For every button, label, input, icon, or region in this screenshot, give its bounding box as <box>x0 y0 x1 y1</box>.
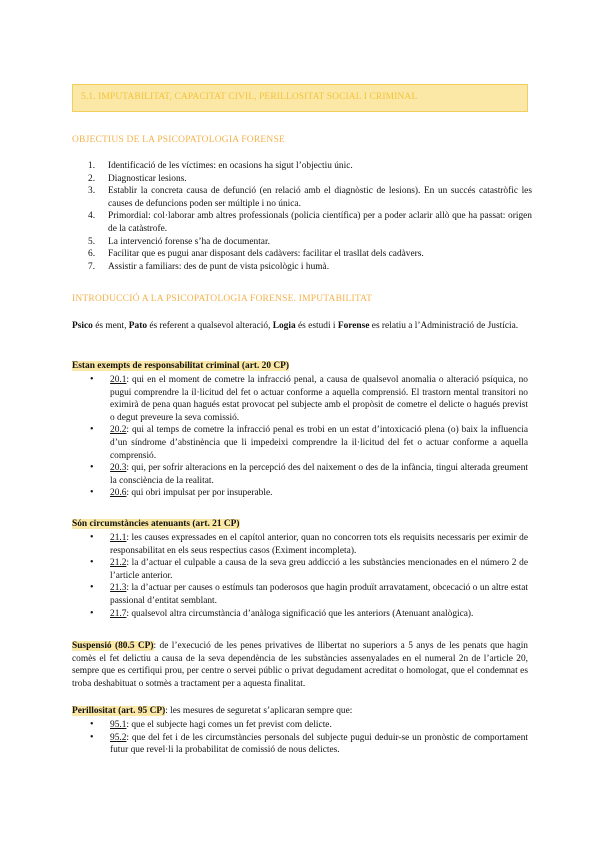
list-item: • 20.6: qui obri impulsat per por insuperable. <box>72 487 528 500</box>
section-banner <box>72 84 528 112</box>
list-item: • 21.2: la d’actuar el culpable a causa de la seva greu addicció a les substàncies mencionades en el número 2 de l’article anterior. <box>72 557 528 582</box>
list-item: 2. Diagnosticar lesions. <box>88 173 187 184</box>
section-heading-introduccio: INTRODUCCIÓ A LA PSICOPATOLOGIA FORENSE. IMPUTABILITAT <box>72 294 373 304</box>
intro-paragraph: Psico és ment, Pato és referent a qualsevol alteració, Logia és estudi i Forense es relatiu a l’Administració de Justícia. <box>72 321 519 331</box>
perillositat-paragraph: Perillositat (art. 95 CP): les mesures de seguretat s’aplicaran sempre que: <box>72 706 353 716</box>
atenuants-list <box>72 532 528 620</box>
section-heading-objectius: OBJECTIUS DE LA PSICOPATOLOGIA FORENSE <box>72 135 285 145</box>
list-item: 1. Identificació de les víctimes: en ocasions ha sigut l’objectiu únic. <box>88 161 353 171</box>
list-item: • 20.3: qui, per sofrir alteracions en la percepció des del naixement o des de la infància, tingui alterada greument la consciència de la realitat. <box>72 462 528 487</box>
exempts-list <box>72 374 528 500</box>
list-item: 3. Establir la concreta causa de defunció (en relació amb el diagnòstic de lesions). En un succés catastròfic les causes de defuncions poden ser múltiple i no única. <box>88 186 532 209</box>
list-item: • 95.1: que el subjecte hagi comes un fet previst com delicte. <box>72 719 528 732</box>
list-item: 7. Assistir a familiars: des de punt de vista psicològic i humà. <box>88 261 330 272</box>
atenuants-title: Són circumstàncies atenuants (art. 21 CP) <box>72 519 240 529</box>
suspensio-paragraph: Suspensió (80.5 CP): de l’execució de les penes privatives de llibertat no superiors a 5 anys de les penats que hagin comès el fet delictiu a causa de la seva dependència de les substàncies assenyalades en el numeral 2n de l’article 20, sempre que es certifiqui prou, per centre o servei públic o privat degudament acreditat o homologat, que el condemnat es troba deshabituat o sotmès a tractament per a aquesta finalitat. <box>72 641 528 689</box>
objectives-list <box>72 160 532 273</box>
list-item: 4. Primordial: col·laborar amb altres professionals (policia científica) per a poder aclarir allò que ha passat: origen de la catàstrofe. <box>88 211 532 234</box>
list-item: 6. Facilitar que es pugui anar disposant dels cadàvers: facilitar el trasllat dels cadàvers. <box>88 249 424 260</box>
list-item: • 95.2: que del fet i de les circumstàncies personals del subjecte pugui deduir-se un pronòstic de comportament futur que revel·li la probabilitat de comissió de nous delictes. <box>72 732 528 757</box>
perillositat-list <box>72 719 528 757</box>
exempts-title: Estan exempts de responsabilitat criminal (art. 20 CP) <box>72 361 289 371</box>
list-item: • 20.2: qui al temps de cometre la infracció penal es trobi en un estat d’intoxicació plena (o) baix la influencia d’un síndrome d’abstinència que li impedeixi comprendre la il·licitud del fet o actuar conforme a aquella comprensió. <box>72 424 528 462</box>
banner-title: 5.1. IMPUTABILITAT, CAPACITAT CIVIL, PERILLOSITAT SOCIAL I CRIMINAL <box>81 92 418 102</box>
list-item: • 21.1: les causes expressades en el capítol anterior, quan no concorren tots els requisits necessaris per eximir de responsabilitat en els seus respectius casos (Eximent incompleta). <box>72 532 528 557</box>
list-item: • 20.1: qui en el moment de cometre la infracció penal, a causa de qualsevol anomalia o alteració psíquica, no pugui comprendre la il·licitud del fet o actuar conforme a aquella comprensió. El trastorn mental transitori no eximirà de pena quan hagués estat provocat pel subjecte amb el propòsit de cometre el delicte o hagués previst o degut preveure la seva comissió. <box>72 374 528 424</box>
list-item: • 21.7: qualsevol altra circumstància d’anàloga significació que les anteriors (Atenuant analògica). <box>72 608 528 621</box>
list-item: 5. La intervenció forense s’ha de documentar. <box>88 236 270 247</box>
list-item: • 21.3: la d’actuar per causes o estímuls tan poderosos que hagin produït arravatament, obcecació o un altre estat passional d’entitat semblant. <box>72 582 528 607</box>
